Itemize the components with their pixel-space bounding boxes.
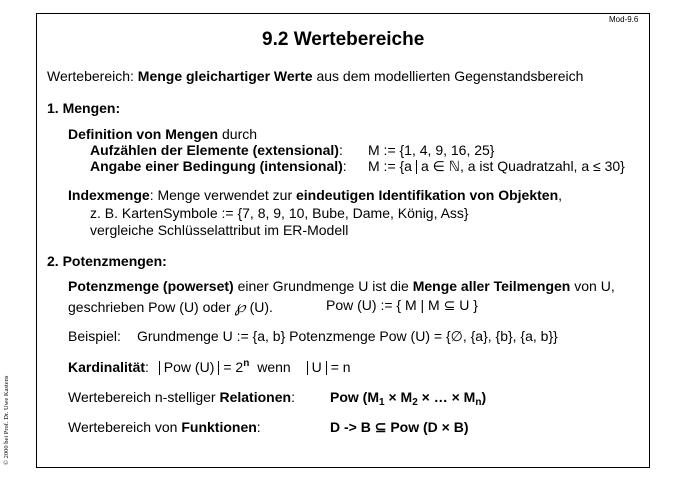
- relations-line: [68, 389, 295, 405]
- indexmenge-bold-2: eindeutigen Identifikation von Objekten: [296, 187, 559, 203]
- section-2-heading: 2. Potenzmengen:: [47, 253, 167, 269]
- cardinality-wenn: wenn: [257, 359, 291, 375]
- section-1-heading: 1. Mengen:: [47, 100, 121, 116]
- cardinality-colon: :: [145, 359, 149, 375]
- powerset-end: von U,: [570, 278, 615, 294]
- powerset-bold: Potenzmenge (powerset): [68, 278, 234, 294]
- cardinality-exponent: n: [243, 358, 250, 369]
- such-that-bar: [416, 160, 417, 174]
- indexmenge-end: ,: [558, 187, 563, 203]
- cardinality-pow: Pow (U): [163, 359, 215, 375]
- relations-formula-d: ): [481, 389, 487, 405]
- written-prefix: geschrieben Pow (U) oder: [68, 299, 235, 315]
- abs-bar-u-left: [307, 361, 308, 375]
- abs-bar-right: [218, 361, 219, 375]
- page-title: 9.2 Wertebereiche: [262, 29, 425, 50]
- cardinality-u: U: [311, 359, 322, 375]
- abs-bar-left: [159, 361, 160, 375]
- relations-sub-n: n: [475, 397, 482, 408]
- extensional-formula: M := {1, 4, 9, 16, 25}: [368, 142, 495, 158]
- relations-sub-1: 1: [379, 397, 385, 408]
- relations-prefix: Wertebereich n-stelliger: [68, 389, 220, 405]
- written-line: [68, 297, 273, 316]
- indexmenge-line: [68, 187, 562, 203]
- functions-bold: Funktionen: [181, 419, 257, 435]
- relations-bold: Relationen: [219, 389, 292, 405]
- functions-colon: :: [256, 419, 261, 435]
- extensional-label: Aufzählen der Elemente (extensional): [90, 142, 339, 158]
- pow-definition: Pow (U) := { M | M ⊆ U }: [326, 297, 478, 313]
- compare-line: vergleiche Schlüsselattribut im ER-Modell: [90, 222, 349, 238]
- intensional-label: Angabe einer Bedingung (intensional): [90, 158, 343, 174]
- cardinality-eq: = 2: [223, 359, 244, 375]
- abs-bar-u-right: [326, 361, 327, 375]
- extensional-line: [90, 142, 343, 158]
- relations-colon: :: [291, 389, 295, 405]
- relations-formula-c: × … × M: [417, 389, 476, 405]
- intensional-line: [90, 158, 347, 174]
- extensional-colon: :: [338, 142, 343, 158]
- functions-formula: D -> B ⊆ Pow (D × B): [330, 419, 469, 435]
- functions-prefix: Wertebereich von: [68, 419, 182, 435]
- powerset-symbol: ℘: [234, 297, 246, 316]
- intensional-colon: :: [342, 158, 347, 174]
- powerset-bold-2: Menge aller Teilmengen: [412, 278, 571, 294]
- beispiel-text: Grundmenge U := {a, b} Potenzmenge Pow (U) = {∅, {a}, {b}, {a, b}}: [137, 328, 558, 344]
- example-line: z. B. KartenSymbole := {7, 8, 9, 10, Bube, Dame, König, Ass}: [90, 205, 469, 221]
- powerset-mid: einer Grundmenge U ist die: [233, 278, 413, 294]
- intro-bold: Menge gleichartiger Werte: [137, 68, 313, 84]
- indexmenge-bold: Indexmenge: [68, 187, 150, 203]
- intensional-formula-a: M := {a: [368, 158, 412, 174]
- definition-line: [68, 126, 257, 142]
- written-suffix: (U).: [245, 299, 273, 315]
- intro-suffix: aus dem modellierten Gegenstandsbereich: [312, 68, 584, 84]
- beispiel-label: Beispiel:: [68, 328, 121, 344]
- relations-formula-b: × M: [384, 389, 413, 405]
- cardinality-line: [68, 358, 351, 375]
- relations-formula-a: Pow (M: [330, 389, 379, 405]
- definition-bold: Definition von Mengen: [68, 126, 219, 142]
- copyright-note: © 2000 bei Prof. Dr. Uwe Kastens: [3, 375, 10, 465]
- intensional-formula: [368, 158, 625, 175]
- intro-line: [47, 68, 583, 84]
- module-tag: Mod-9.6: [609, 15, 639, 24]
- intensional-formula-b: a ∈ ℕ, a ist Quadratzahl, a ≤ 30}: [420, 158, 625, 174]
- definition-suffix: durch: [218, 126, 258, 142]
- indexmenge-mid: : Menge verwendet zur: [149, 187, 296, 203]
- relations-formula: [330, 389, 486, 408]
- cardinality-n: = n: [330, 359, 351, 375]
- intro-prefix: Wertebereich:: [47, 68, 138, 84]
- relations-sub-2: 2: [412, 397, 418, 408]
- functions-line: [68, 419, 261, 435]
- powerset-line: [68, 278, 615, 294]
- cardinality-bold: Kardinalität: [68, 359, 146, 375]
